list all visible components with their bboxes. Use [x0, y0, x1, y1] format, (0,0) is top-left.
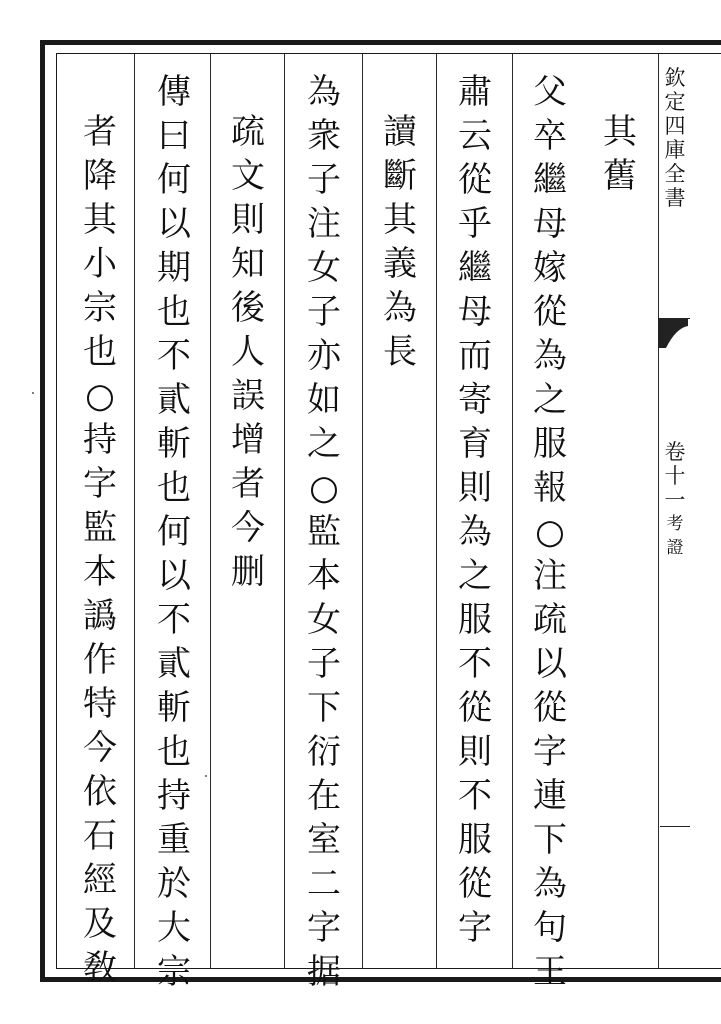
text-char: 衆 [307, 116, 341, 156]
text-char: 大 [157, 908, 191, 948]
text-char: 為 [533, 336, 567, 376]
text-char: 依 [83, 772, 117, 812]
text-char: 之 [307, 424, 341, 464]
text-char: 為 [307, 72, 341, 112]
margin-divider [660, 318, 690, 319]
text-char: 期 [157, 248, 191, 288]
text-char: 後 [231, 288, 265, 328]
text-char: 貳 [157, 644, 191, 684]
text-char: 也 [83, 332, 117, 372]
column-rule [512, 54, 513, 968]
text-char: 為 [533, 864, 567, 904]
text-char: 從 [458, 864, 492, 904]
text-char: 報 [533, 468, 567, 508]
fishtail-mark [658, 318, 688, 348]
text-char: 何 [157, 160, 191, 200]
text-char: 義 [383, 244, 417, 284]
text-char: 作 [83, 640, 117, 680]
text-char: 注 [533, 556, 567, 596]
text-char: 者 [83, 112, 117, 152]
text-char: 寄 [458, 380, 492, 420]
text-char: 持 [83, 420, 117, 460]
text-char: 不 [157, 336, 191, 376]
text-char: 如 [307, 380, 341, 420]
text-char: 之 [458, 556, 492, 596]
text-char: 及 [83, 904, 117, 944]
text-char: 衍 [307, 732, 341, 772]
text-char: 卒 [533, 116, 567, 156]
text-char: 疏 [231, 112, 265, 152]
text-char: 服 [533, 424, 567, 464]
text-char: 監 [307, 512, 341, 552]
text-char: 也 [157, 468, 191, 508]
text-char: 之 [533, 380, 567, 420]
text-char: 斬 [157, 424, 191, 464]
text-char: 知 [231, 244, 265, 284]
text-char: 則 [458, 468, 492, 508]
text-char: 母 [458, 292, 492, 332]
text-char: 為 [458, 512, 492, 552]
text-column-4 [370, 110, 430, 374]
text-char: 疏 [533, 600, 567, 640]
chapter-label-char: 十 [664, 464, 686, 488]
text-char: 連 [533, 776, 567, 816]
text-column-6 [218, 110, 278, 594]
text-char: 服 [458, 820, 492, 860]
text-char: 宗 [83, 288, 117, 328]
text-char: 字 [307, 908, 341, 948]
text-char: 以 [533, 644, 567, 684]
text-char: 云 [458, 116, 492, 156]
text-char: 斬 [157, 688, 191, 728]
text-char: ○ [309, 468, 339, 508]
text-char: 人 [231, 332, 265, 372]
text-char: 讀 [383, 112, 417, 152]
text-char: 删 [231, 552, 265, 592]
book-title-char: 四 [664, 114, 686, 138]
text-char: 特 [83, 684, 117, 724]
chapter-label-char: 考 [666, 514, 684, 534]
column-rule [362, 54, 363, 968]
text-char: 字 [458, 908, 492, 948]
text-char: 宗 [157, 952, 191, 992]
book-title-char: 書 [664, 186, 686, 210]
text-char: 下 [533, 820, 567, 860]
text-char: 也 [157, 292, 191, 332]
margin-divider [660, 826, 690, 827]
text-char: 降 [83, 156, 117, 196]
text-char: 其 [603, 112, 637, 152]
chapter-label [660, 440, 690, 560]
text-char: 從 [533, 292, 567, 332]
text-char: 王 [533, 952, 567, 992]
book-title-char: 欽 [664, 66, 686, 90]
text-char: 其 [83, 200, 117, 240]
text-char: 重 [157, 820, 191, 860]
text-char: 今 [231, 508, 265, 548]
chapter-label-char: 一 [664, 488, 686, 512]
text-char: 据 [307, 952, 341, 992]
text-char: 字 [83, 464, 117, 504]
text-char: 經 [83, 860, 117, 900]
text-char: 在 [307, 776, 341, 816]
text-char: 肅 [458, 72, 492, 112]
column-rule [284, 54, 285, 968]
scan-speck [32, 392, 34, 394]
margin-rule [658, 54, 659, 968]
text-char: 長 [383, 332, 417, 372]
text-char: 從 [458, 160, 492, 200]
text-column-8 [70, 110, 130, 990]
column-rule [210, 54, 211, 968]
text-char: 以 [157, 556, 191, 596]
text-char: 從 [458, 688, 492, 728]
text-char: 下 [307, 688, 341, 728]
text-char: 也 [157, 732, 191, 772]
text-char: 子 [307, 292, 341, 332]
text-column-3 [445, 70, 505, 950]
book-title-char: 定 [664, 90, 686, 114]
text-char: 不 [458, 644, 492, 684]
text-char: 而 [458, 336, 492, 376]
text-char: 誤 [231, 376, 265, 416]
text-char: 監 [83, 508, 117, 548]
text-char: 石 [83, 816, 117, 856]
text-char: ○ [85, 376, 115, 416]
text-column-7 [144, 70, 204, 994]
text-char: 曰 [157, 116, 191, 156]
text-char: 於 [157, 864, 191, 904]
chapter-label-char: 證 [666, 538, 684, 558]
text-char: 小 [83, 244, 117, 284]
text-char: 育 [458, 424, 492, 464]
text-char: 父 [533, 72, 567, 112]
book-title-char: 庫 [664, 138, 686, 162]
text-char: 子 [307, 644, 341, 684]
text-char: 為 [383, 288, 417, 328]
text-char: 何 [157, 512, 191, 552]
text-char: 服 [458, 600, 492, 640]
text-char: 本 [307, 556, 341, 596]
text-char: 乎 [458, 204, 492, 244]
text-char: 舊 [603, 156, 637, 196]
column-rule [134, 54, 135, 968]
text-char: 亦 [307, 336, 341, 376]
text-char: 從 [533, 688, 567, 728]
text-column-2 [590, 110, 650, 198]
text-char: 者 [231, 464, 265, 504]
text-char: 嫁 [533, 248, 567, 288]
text-char: 譌 [83, 596, 117, 636]
text-char: 字 [533, 732, 567, 772]
text-char: 則 [231, 200, 265, 240]
text-char: 繼 [533, 160, 567, 200]
text-column-5 [294, 70, 354, 994]
column-rule [436, 54, 437, 968]
text-char: 子 [307, 160, 341, 200]
text-char: 不 [458, 776, 492, 816]
text-char: 女 [307, 600, 341, 640]
text-char: 文 [231, 156, 265, 196]
text-char: 本 [83, 552, 117, 592]
text-column-1 [520, 70, 580, 994]
text-char: 貳 [157, 380, 191, 420]
chapter-label-char: 卷 [664, 440, 686, 464]
book-title-char: 全 [664, 162, 686, 186]
text-char: 繼 [458, 248, 492, 288]
text-char: 二 [307, 864, 341, 904]
text-char: 注 [307, 204, 341, 244]
text-char: 母 [533, 204, 567, 244]
book-title [660, 66, 690, 210]
text-char: 敎 [83, 948, 117, 988]
text-char: 不 [157, 600, 191, 640]
text-char: 以 [157, 204, 191, 244]
text-char: 持 [157, 776, 191, 816]
text-char: 則 [458, 732, 492, 772]
text-char: 增 [231, 420, 265, 460]
text-char: 室 [307, 820, 341, 860]
scan-speck [205, 775, 207, 777]
text-char: 斷 [383, 156, 417, 196]
text-char: 傳 [157, 72, 191, 112]
text-char: ○ [535, 512, 565, 552]
text-char: 句 [533, 908, 567, 948]
text-char: 女 [307, 248, 341, 288]
text-char: 其 [383, 200, 417, 240]
text-char: 今 [83, 728, 117, 768]
